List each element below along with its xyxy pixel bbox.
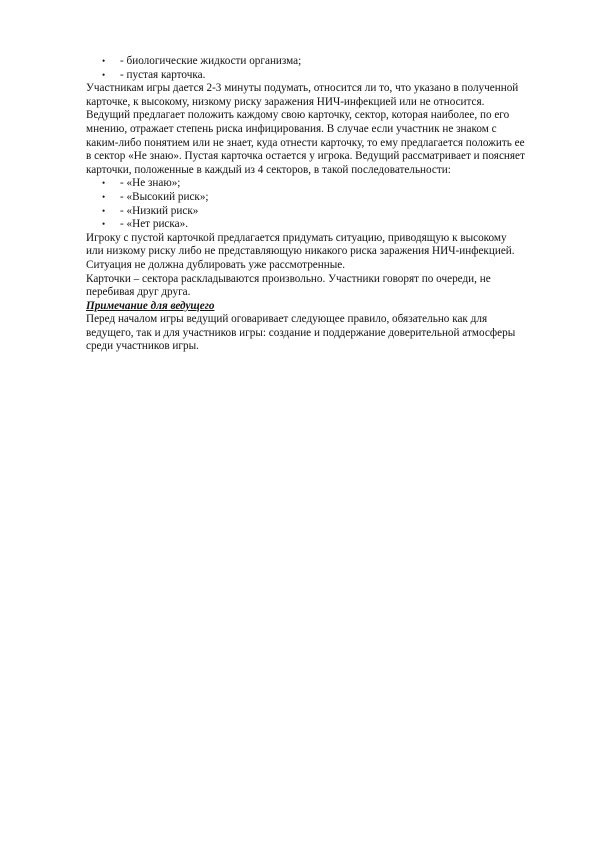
list-item-text: - пустая карточка. [120, 68, 206, 81]
list-item-text: - биологические жидкости организма; [120, 55, 302, 67]
list-item [86, 191, 526, 205]
bullet-icon: • [102, 219, 106, 230]
paragraph-instructions: Участникам игры дается 2-3 минуты подумать, относится ли то, что указано в полученной карточке, к высокому, низкому риску заражения НИЧ-инфекцией или не относится. Ведущий предлагает положить каждому свою карточку, сектор, которая наиболее, по его мнению, отражает степень риска инфицирования. В случае если участник не знаком с каким-либо понятием или не знает, куда отнести карточку, то ему предлагается положить ее в сектор «Не знаю». Пустая карточка остается у игрока. Ведущий рассматривает и поясняет карточки, положенные в каждый из 4 секторов, в такой последовательности: [86, 82, 525, 176]
bullet-icon: • [102, 56, 106, 66]
list-item [86, 218, 526, 232]
bullet-icon: • [102, 191, 106, 202]
bullet-icon: • [102, 205, 106, 216]
paragraph-host-rule: Перед началом игры ведущий оговаривает следующее правило, обязательно как для ведущего, так и для участников игры: создание и поддержание доверительной атмосферы среди участников игры. [86, 313, 516, 353]
bullet-list-fluids [86, 55, 526, 82]
list-item-text: - «Низкий риск» [120, 204, 199, 217]
bullet-icon: • [102, 69, 106, 80]
paragraph-cards-layout: Карточки – сектора раскладываются произвольно. Участники говорят по очереди, не перебивая друг друга. [86, 272, 491, 299]
list-item [86, 69, 526, 83]
list-item-text: - «Высокий риск»; [120, 190, 209, 203]
list-item [86, 177, 526, 191]
paragraph-empty-card: Игроку с пустой карточкой предлагается придумать ситуацию, приводящую к высокому или низкому риску либо не представляющую никакого риска заражения НИЧ-инфекцией. Ситуация не должна дублировать уже рассмотренные. [86, 231, 515, 271]
list-item-text: - «Нет риска». [120, 218, 189, 231]
bullet-icon: • [102, 178, 106, 189]
bullet-list-sectors [86, 177, 526, 231]
list-item [86, 205, 526, 219]
list-item-text: - «Не знаю»; [120, 177, 181, 190]
document-page [86, 55, 526, 354]
list-item [86, 55, 526, 69]
note-heading: Примечание для ведущего [86, 299, 215, 312]
